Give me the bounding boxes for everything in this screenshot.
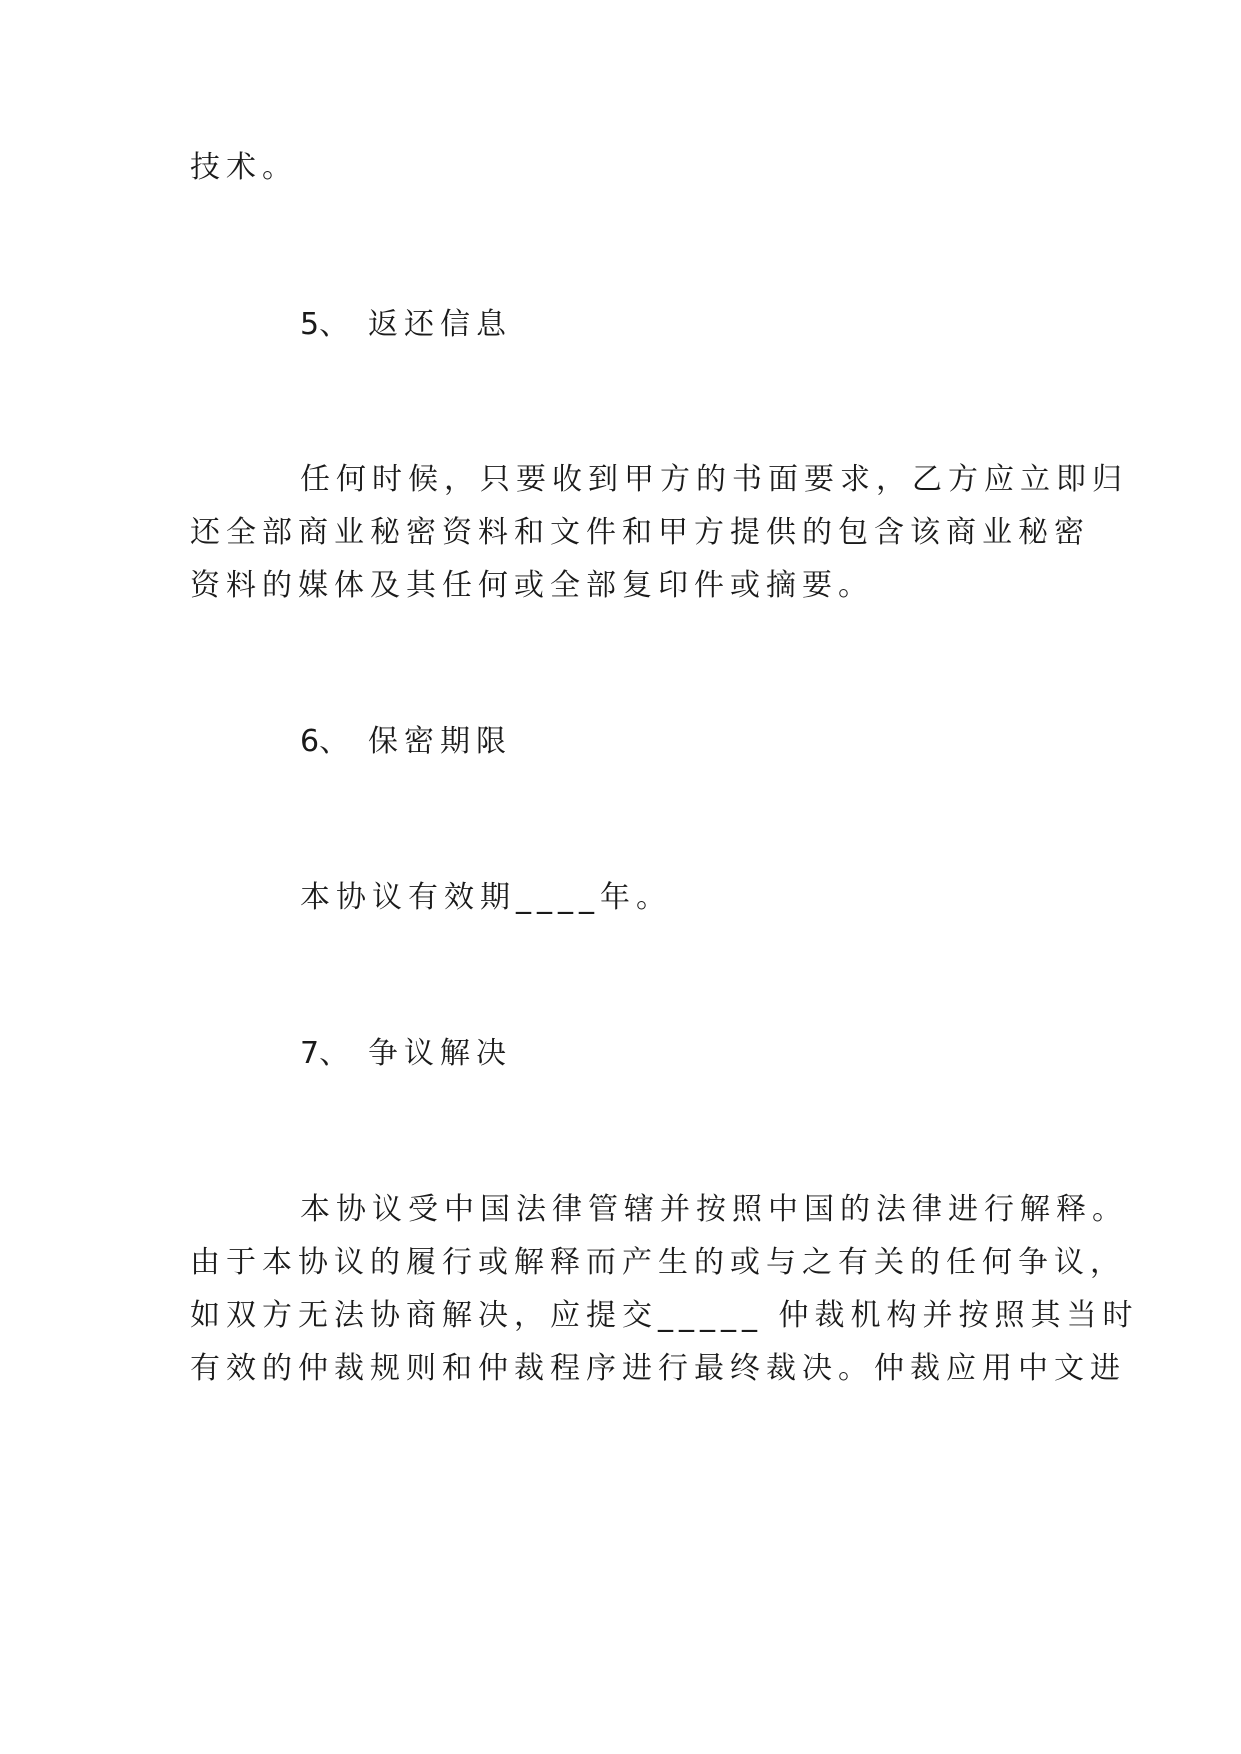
section-5-paragraph-line: 任何时候，只要收到甲方的书面要求，乙方应立即归	[300, 462, 1128, 497]
section-5-heading	[300, 305, 512, 345]
section-7-paragraph-line: 有效的仲裁规则和仲裁程序进行最终裁决。仲裁应用中文进	[190, 1351, 1126, 1386]
section-7-title: 争议解决	[368, 1036, 512, 1071]
section-5-title: 返还信息	[368, 307, 512, 342]
section-7-number: 7、	[300, 1036, 350, 1071]
section-5-paragraph-line: 还全部商业秘密资料和文件和甲方提供的包含该商业秘密	[190, 515, 1090, 550]
section-6-title: 保密期限	[368, 724, 512, 759]
section-6-number: 6、	[300, 724, 350, 759]
section-7-paragraph-line: 如双方无法协商解决，应提交_____ 仲裁机构并按照其当时	[190, 1298, 1139, 1333]
section-5-number: 5、	[300, 307, 350, 342]
section-6-paragraph-line: 本协议有效期____年。	[300, 880, 672, 915]
section-6-heading	[300, 722, 512, 762]
section-7-paragraph-line: 由于本协议的履行或解释而产生的或与之有关的任何争议，	[190, 1245, 1126, 1280]
section-7-paragraph-line: 本协议受中国法律管辖并按照中国的法律进行解释。	[300, 1192, 1128, 1227]
intro-tail-text: 技术。	[190, 150, 298, 185]
section-5-paragraph-line: 资料的媒体及其任何或全部复印件或摘要。	[190, 568, 874, 603]
section-7-heading	[300, 1034, 512, 1074]
